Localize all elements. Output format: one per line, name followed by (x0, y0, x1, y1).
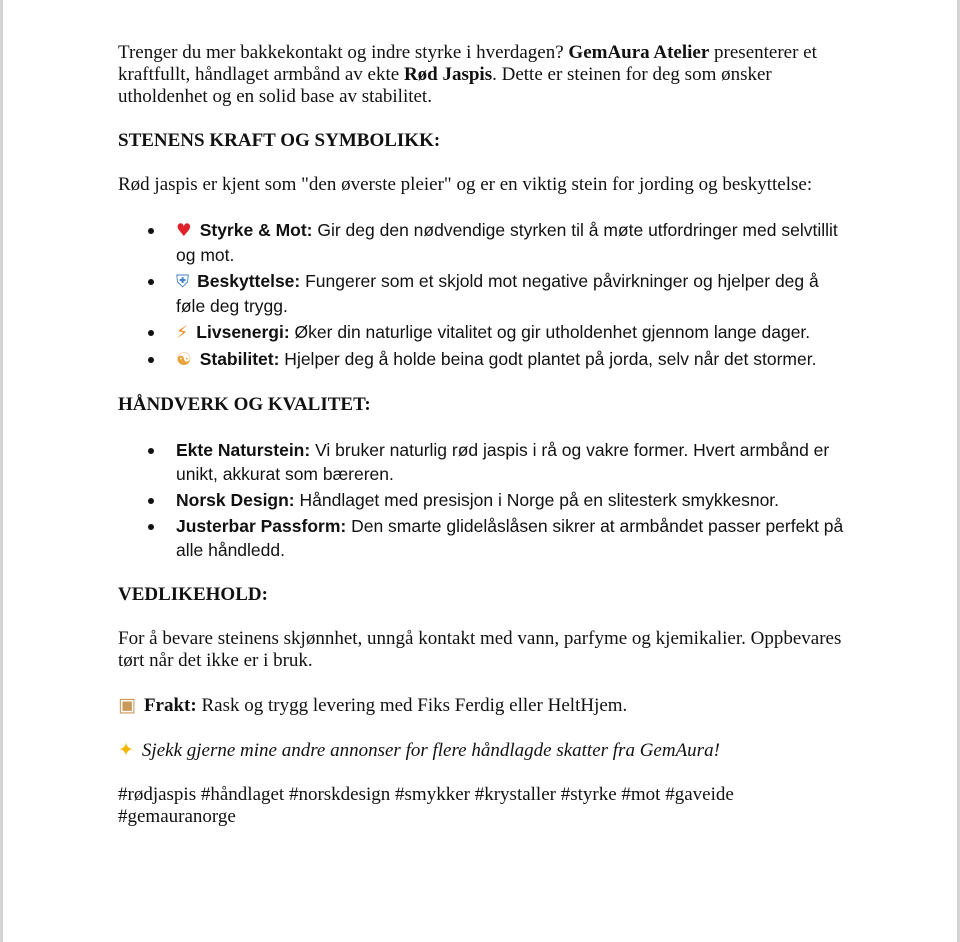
hashtags: #rødjaspis #håndlaget #norskdesign #smykker #krystaller #styrke #mot #gaveide #gemauranorge (118, 784, 734, 827)
shipping-text: Rask og trygg levering med Fiks Ferdig eller HeltHjem. (196, 695, 628, 716)
section-heading-symbolism: STENENS KRAFT OG SYMBOLIKK: (118, 130, 441, 151)
item-text: Fungerer som et skjold mot negative påvirkninger og hjelper deg å føle deg trygg. (176, 271, 819, 316)
promo-line (118, 739, 848, 762)
section-heading-craft: HÅNDVERK OG KVALITET: (118, 394, 371, 415)
item-text: Håndlaget med presisjon i Norge på en slitesterk smykkesnor. (294, 490, 780, 510)
stone-name: Rød Jaspis (403, 64, 493, 85)
list-item (176, 347, 848, 372)
item-label: Ekte Naturstein: (176, 440, 311, 460)
symbolism-lead: Rød jaspis er kjent som "den øverste pleier" og er en viktig stein for jording og beskyttelse: (118, 174, 813, 195)
intro-text-2: presenterer et kraftfullt, håndlaget armbånd av ekte (118, 42, 817, 85)
brand-name: GemAura Atelier (568, 42, 710, 63)
craft-list (118, 438, 848, 562)
meditating-person-icon: ☯ (176, 350, 192, 370)
list-item (176, 218, 848, 267)
shield-icon: ⛨ (176, 272, 190, 292)
list-item (176, 269, 848, 318)
list-item (176, 320, 848, 345)
item-label: Styrke & Mot: (199, 220, 313, 240)
intro-text-3: . Dette er steinen for deg som ønsker utholdenhet og en solid base av stabilitet. (118, 64, 772, 107)
shipping-label: Frakt: (143, 695, 197, 716)
item-text: Hjelper deg å holde beina godt plantet på jorda, selv når det stormer. (279, 349, 817, 369)
red-heart-icon: ♥ (176, 221, 192, 241)
intro-paragraph (118, 42, 848, 108)
symbolism-list (118, 218, 848, 372)
intro-text-1: Trenger du mer bakkekontakt og indre styrke i hverdagen? (118, 42, 569, 63)
sparkles-icon: ✦ (118, 739, 134, 761)
item-label: Livsenergi: (196, 322, 290, 342)
section-heading-care: VEDLIKEHOLD: (118, 584, 268, 605)
item-text: Den smarte glidelåslåsen sikrer at armbåndet passer perfekt på alle håndledd. (176, 516, 844, 560)
item-text: Gir deg den nødvendige styrken til å møte utfordringer med selvtillit og mot. (176, 220, 838, 265)
package-icon: ▣ (118, 694, 136, 716)
item-text: Vi bruker naturlig rød jaspis i rå og vakre former. Hvert armbånd er unikt, akkurat som bæreren. (176, 440, 830, 484)
page-edge-left (0, 0, 3, 942)
care-paragraph: For å bevare steinens skjønnhet, unngå kontakt med vann, parfyme og kjemikalier. Oppbevares tørt når det ikke er i bruk. (118, 628, 842, 671)
item-label: Beskyttelse: (197, 271, 301, 291)
lightning-icon: ⚡ (176, 323, 189, 343)
list-item (176, 438, 848, 486)
list-item (176, 488, 848, 512)
document-body (118, 42, 848, 828)
item-label: Justerbar Passform: (176, 516, 347, 536)
item-label: Stabilitet: (199, 349, 280, 369)
list-item (176, 514, 848, 562)
item-label: Norsk Design: (176, 490, 295, 510)
promo-text: Sjekk gjerne mine andre annonser for flere håndlagde skatter fra GemAura! (141, 740, 720, 761)
item-text: Øker din naturlige vitalitet og gir utholdenhet gjennom lange dager. (289, 322, 811, 342)
shipping-line (118, 694, 848, 717)
